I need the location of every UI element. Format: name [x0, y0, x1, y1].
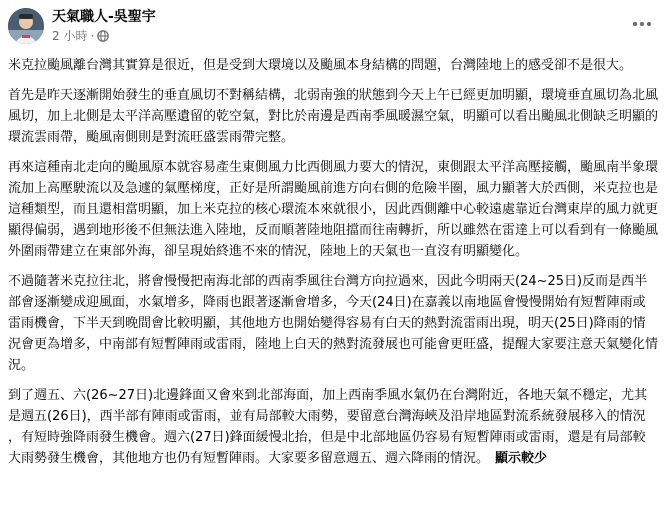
post-paragraph-3: 再來這種南北走向的颱風原本就容易產生東側風力比西側風力要大的情況，東側跟太平洋高壓接觸，颱風南半象環流加上高壓駛流以及急遽的氣壓梯度，正好是所謂颱風前進方向右側的危險半圈，風力顯著大於西側，米克拉也是這種類型，而且還相當明顯，加上米克拉的核心環流本來就很小，因此西側離中心較遠處靠近台灣東岸的風力就更顯得偏弱，遇到地形後不但無法進入陸地，反而順著陸地阻擋而往南轉折，所以雖然在雷達上可以看到有一條颱風外圍雨帶建立在東部外海，卻呈現始終進不來的情況，陸地上的天氣也一直沒有明顯變化。: [8, 160, 659, 259]
post-paragraph-4: 不過隨著米克拉往北，將會慢慢把南海北部的西南季風往台灣方向拉過來，因此今明兩天(24~25日)反而是西半部會逐漸變成迎風面，水氣增多，降雨也跟著逐漸會增多，今天(24日)在嘉義以南地區會慢慢開始有短暫陣雨或雷雨機會，下半天到晚間會比較明顯，其他地方也開始變得容易有白天的熱對流雷雨出現，明天(25日)降雨的情況會更為增多，中南部有短暫陣雨或雷雨，陸地上白天的熱對流發展也可能會更旺盛，提醒大家要注意天氣變化情況。: [8, 274, 659, 373]
post-paragraph-1: 米克拉颱風離台灣其實算是很近，但是受到大環境以及颱風本身結構的問題，台灣陸地上的感受卻不是很大。: [8, 58, 633, 73]
post-time[interactable]: 2 小時: [52, 29, 88, 43]
author-photo: [8, 8, 44, 44]
meta-separator: ·: [90, 29, 95, 43]
see-less-button[interactable]: 顯示較少: [495, 451, 548, 466]
author-name[interactable]: 天氣職人-吳聖宇: [52, 9, 156, 25]
post-meta: [52, 29, 109, 43]
post-header: [0, 0, 666, 52]
post-paragraph-5-text: 到了週五、六(26~27日)北邊鋒面又會來到北部海面，加上西南季風水氣仍在台灣附近，各地天氣不穩定，尤其是週五(26日)，西半部有陣雨或雷雨，並有局部較大雨勢，要留意台灣海峽及沿岸地區對流系統發展移入的情況，有短時強降雨發生機會。週六(27日)鋒面緩慢北抬，但是中北部地區仍容易有短暫陣雨或雷雨，還是有局部較大雨勢發生機會，其他地方也仍有短暫陣雨。大家要多留意週五、週六降雨的情況。: [8, 388, 648, 466]
globe-icon[interactable]: [97, 30, 109, 42]
avatar[interactable]: [8, 8, 44, 44]
more-options-icon[interactable]: [628, 12, 656, 36]
post-paragraph-5: [8, 385, 658, 469]
post-text: [8, 55, 658, 478]
post-paragraph-2: 首先是昨天逐漸開始發生的垂直風切不對稱結構，北弱南強的狀態到今天上午已經更加明顯，環境垂直風切為北風風切，加上北側是太平洋高壓遺留的乾空氣，對比於南邊是西南季風暖濕空氣，明顯可以看出颱風北側缺乏明顯的環流雲雨帶，颱風南側則是對流旺盛雲雨帶完整。: [8, 88, 659, 145]
